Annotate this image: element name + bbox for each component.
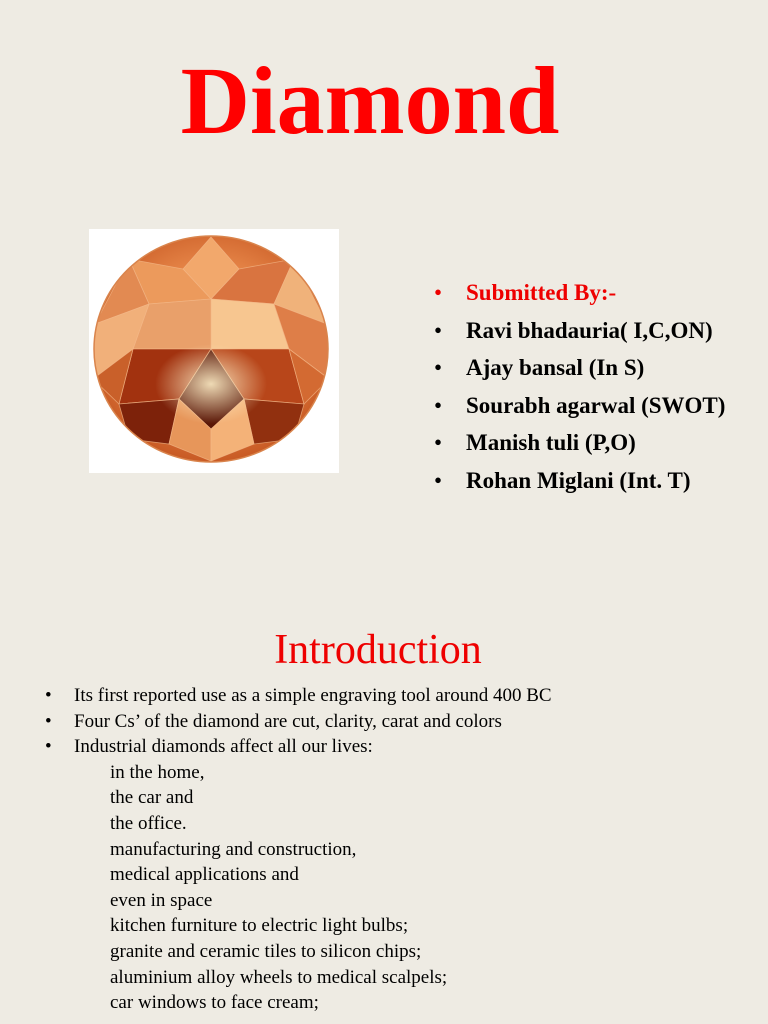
list-item	[45, 683, 552, 709]
list-item	[434, 352, 725, 390]
list-item-label: Ajay bansal (In S)	[466, 355, 645, 380]
diamond-image	[89, 229, 339, 473]
list-item	[434, 390, 725, 428]
bullet: •	[434, 392, 443, 418]
list-item-label: Rohan Miglani (Int. T)	[466, 467, 691, 493]
members-list	[434, 277, 725, 502]
list-item	[434, 427, 725, 465]
sub-list-item: medical applications and	[110, 864, 299, 886]
sub-list-item: in the home,	[110, 761, 205, 783]
orange-round-diamond-icon	[89, 229, 339, 473]
list-item-label: Four Cs’ of the diamond are cut, clarity, carat and colors	[74, 710, 502, 732]
sub-list-item: even in space	[110, 889, 213, 911]
bullet: •	[434, 467, 443, 493]
list-item	[434, 465, 725, 503]
bullet: •	[45, 710, 52, 732]
list-item	[45, 709, 552, 735]
bullet: •	[45, 736, 52, 758]
list-item-label: Ravi bhadauria( I,C,ON)	[466, 317, 713, 343]
list-item	[434, 315, 725, 353]
bullet: •	[434, 317, 443, 343]
bullet: •	[434, 430, 443, 455]
sub-list-item: aluminium alloy wheels to medical scalpels;	[110, 966, 448, 988]
list-item-label: Industrial diamonds affect all our lives:	[74, 736, 373, 758]
list-item-label: Manish tuli (P,O)	[466, 430, 636, 455]
list-item-label: Its first reported use as a simple engraving tool around 400 BC	[74, 685, 552, 706]
sub-list-item: manufacturing and construction,	[110, 838, 357, 860]
sub-list-item: the car and	[110, 787, 194, 809]
list-item	[45, 734, 552, 760]
sub-list-item: granite and ceramic tiles to silicon chips;	[110, 940, 422, 962]
introduction-slide	[0, 600, 768, 1024]
section-title: Introduction	[274, 627, 482, 673]
sub-list-item: car windows to face cream;	[110, 992, 319, 1014]
sub-list-item: the office.	[110, 812, 187, 834]
bullet: •	[434, 280, 443, 305]
sub-list-item: kitchen furniture to electric light bulbs;	[110, 915, 409, 937]
list-item-label: Submitted By:-	[466, 280, 617, 305]
list-item-label: Sourabh agarwal (SWOT)	[466, 392, 726, 418]
bullet: •	[434, 355, 443, 380]
slide-title: Diamond	[180, 47, 560, 154]
bullet: •	[45, 685, 52, 706]
intro-list	[45, 683, 552, 1016]
list-item-submitted-by	[434, 277, 725, 315]
